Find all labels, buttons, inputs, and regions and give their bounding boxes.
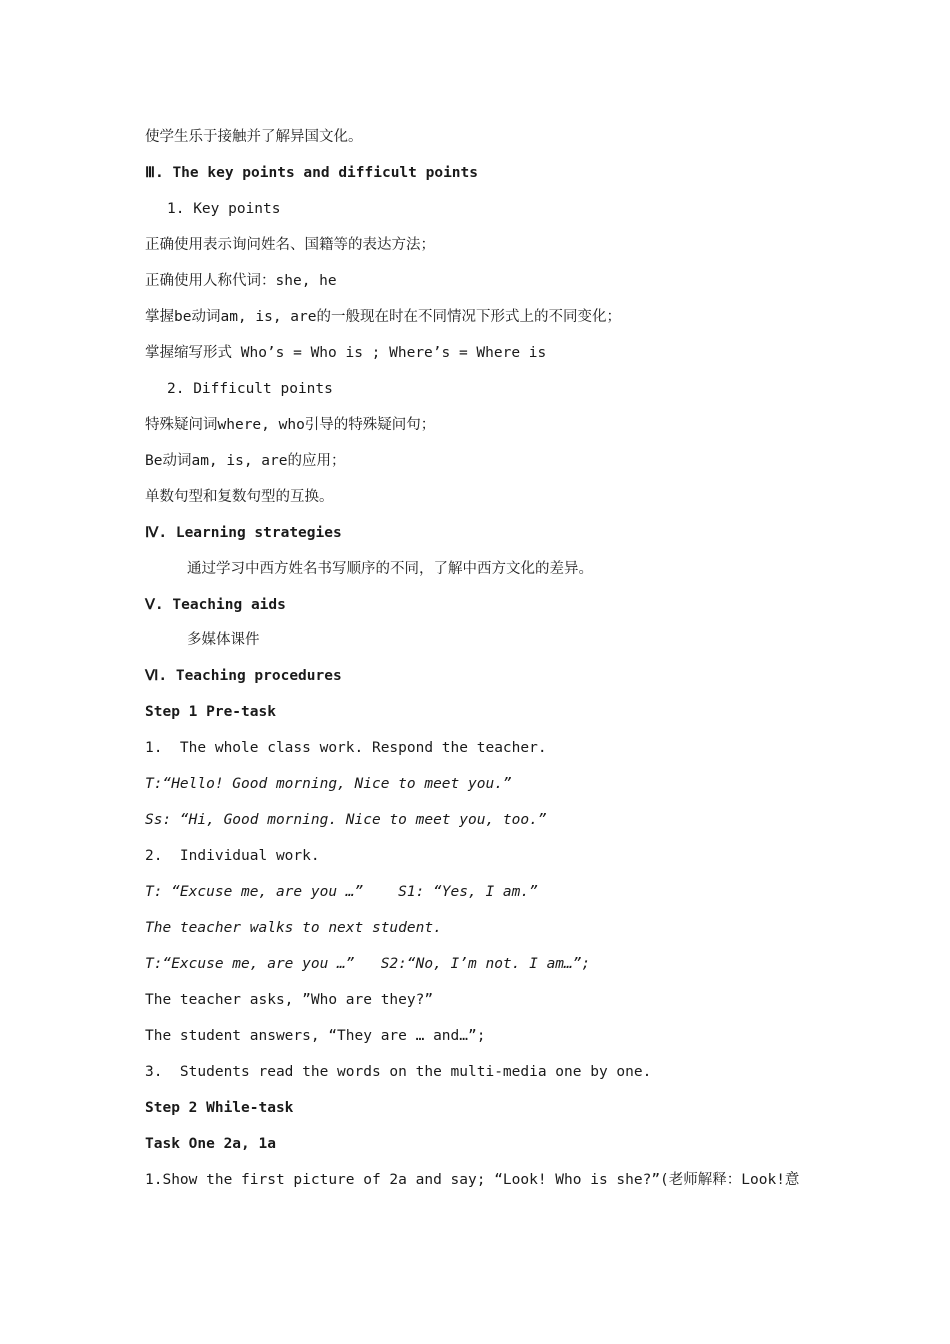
text-line: Be动词am, is, are的应用； xyxy=(145,453,346,469)
subsection-heading: 1. Key points xyxy=(167,201,281,217)
task-heading: Task One 2a, 1a xyxy=(145,1136,276,1152)
text-line: 使学生乐于接触并了解异国文化。 xyxy=(145,129,363,145)
text-line: The student answers, “They are … and…”; xyxy=(145,1028,486,1044)
text-line: The teacher asks, ”Who are they?” xyxy=(145,992,434,1008)
text-line: 3. Students read the words on the multi-media one by one. xyxy=(145,1064,652,1080)
section-heading: Ⅲ. The key points and difficult points xyxy=(145,165,478,181)
text-line: 1.Show the first picture of 2a and say; “Look! Who is she?”(老师解释：Look!意 xyxy=(145,1172,800,1188)
text-line: 掌握be动词am, is, are的一般现在时在不同情况下形式上的不同变化； xyxy=(145,309,621,325)
dialogue-line: T: “Excuse me, are you …” S1: “Yes, I am.” xyxy=(145,884,538,900)
dialogue-line: The teacher walks to next student. xyxy=(145,920,442,936)
text-line: 正确使用表示询问姓名、国籍等的表达方法； xyxy=(145,237,435,253)
text-line: 多媒体课件 xyxy=(187,632,260,648)
text-line: 通过学习中西方姓名书写顺序的不同，了解中西方文化的差异。 xyxy=(187,561,593,577)
section-heading: Ⅵ. Teaching procedures xyxy=(145,668,342,684)
text-line: 2. Individual work. xyxy=(145,848,320,864)
subsection-heading: 2. Difficult points xyxy=(167,381,333,397)
dialogue-line: Ss: “Hi, Good morning. Nice to meet you, too.” xyxy=(145,812,547,828)
dialogue-line: T:“Hello! Good morning, Nice to meet you.” xyxy=(145,776,512,792)
text-line: 正确使用人称代词：she, he xyxy=(145,273,337,289)
text-line: 单数句型和复数句型的互换。 xyxy=(145,489,334,505)
text-line: 特殊疑问词where, who引导的特殊疑问句； xyxy=(145,417,436,433)
section-heading: Ⅴ. Teaching aids xyxy=(145,597,286,613)
text-line: 1. The whole class work. Respond the teacher. xyxy=(145,740,547,756)
step-heading: Step 2 While-task xyxy=(145,1100,294,1116)
section-heading: Ⅳ. Learning strategies xyxy=(145,525,342,541)
text-line: 掌握缩写形式 Who’s = Who is ; Where’s = Where is xyxy=(145,345,547,361)
dialogue-line: T:“Excuse me, are you …” S2:“No, I’m not. I am…”; xyxy=(145,956,591,972)
step-heading: Step 1 Pre-task xyxy=(145,704,276,720)
